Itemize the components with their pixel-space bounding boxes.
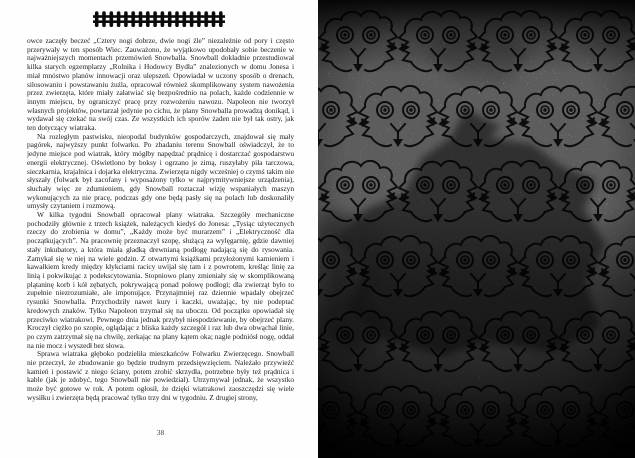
paragraph-2: Na rozległym pastwisku, nieopodal budynków gospodarczych, znajdował się mały pagórek, najwyższy punkt folwarku. Po zbadaniu terenu Snowball oświadczył, że to jedyne miejsce pod wiatrak, który mógłby napędzać prądnicę i dostarczać gospodarstwu energii elektrycznej. Oświetlono by boksy i ogrzano je zimą, ruszyłaby piła tarczowa, sieczkarnia, krajalnica i dojarka elektryczna. Zwierzęta nigdy wcześniej o czymś takim nie słyszały (folwark był zacofany i wyposażony tylko w najprymitywniejsze urządzenia), słuchały więc ze zdumieniem, gdy Snowball roztaczał wizję wspaniałych maszyn wykonujących za nie pracę, podczas gdy one będą pasły się na polach lub doskonaliły umysły czytaniem i rozmową.	[27, 131, 294, 211]
picket-fence-ornament-icon	[93, 10, 225, 27]
body-text	[27, 37, 294, 403]
paragraph-3: W kilka tygodni Snowball opracował plany wiatraka. Szczegóły mechaniczne pochodziły głównie z trzech książek, należących kiedyś do Jonesa: „Tysiąc użytecznych rzeczy do zrobienia w domu”, „Każdy może być murarzem” i „Elektryczność dla początkujących”. Na pracownię przeznaczył szopę, służącą za wylęgarnię, gdzie dawniej stały inkubatory, a która miała gładką drewnianą podłogę nadającą się do rysowania. Zamykał się w niej na wiele godzin. Z otwartymi książkami przyłożonymi kamieniem i kawałkiem kredy między kłykciami racicy uwijał się tam i z powrotem, kreśląc linię za linią i pokwikując z podekscytowania. Stopniowo plany zmieniały się w skomplikowaną plątaninę korb i kół zębatych, pokrywającą ponad połowę podłogi; dla zwierząt było to zupełnie niezrozumiałe, ale imponujące. Przynajmniej raz dziennie wpadały obejrzeć rysunki Snowballa. Przychodziły nawet kury i kaczki, uważając, by nie podeptać kredowych znaków. Tylko Napoleon trzymał się na uboczu. Od początku opowiadał się przeciwko wiatrakowi. Pewnego dnia jednak przybył niespodziewanie, by obejrzeć plany. Kroczył ciężko po szopie, oglądając z bliska każdy szczegół i raz lub dwa obwąchał linie, po czym zatrzymał się na chwilę, zerkając na plany kątem oka; nagle podniósł nogę, oddał na nie mocz i wyszedł bez słowa.	[27, 210, 294, 350]
page-number: 38	[156, 428, 165, 437]
right-page-illustration	[318, 0, 635, 458]
sheep-pattern-illustration-icon	[318, 0, 635, 458]
paragraph-4: Sprawa wiatraka głęboko podzieliła mieszkańców Folwarku Zwierzęcego. Snowball nie przeczył, że zbudowanie go będzie trudnym przedsięwzięciem. Należało przywieźć kamień i postawić z niego ściany, potem zrobić skrzydła, potrzebne były też prądnica i kable (jak je zdobyć, tego Snowball nie powiedział). Utrzymywał jednak, że wszystko może być gotowe w rok. A potem ogłosił, że dzięki wiatrakowi zaoszczędzi się wiele wysiłku i zwierzęta będą pracować tylko trzy dni w tygodniu. Z drugiej strony,	[27, 349, 294, 402]
paragraph-1: owce zaczęły beczeć „Cztery nogi dobrze, dwie nogi źle” niezależnie od pory i często przerywały w ten sposób Wiec. Zauważono, że wyjątkowo upodobały sobie beczenie w najważniejszych momentach przemówień Snowballa. Snowball dokładnie przestudiował kilka starych egzemplarzy „Rolnika i Hodowcy Bydła” znalezionych w domu Jonesa i miał mnóstwo planów innowacji oraz ulepszeń. Opowiadał w uczony sposób o drenach, silosowaniu i powstawaniu żużla, opracował również skomplikowany system nawożenia przez zwierzęta, które miały załatwiać się bezpośrednio na polach, każde codziennie w innym miejscu, by ograniczyć pracę przy rozwożeniu nawozu. Napoleon nie tworzył własnych projektów, powtarzał jedynie po cichu, że plany Snowballa prowadzą donikąd, i wydawał się czekać na swój czas. Ze wszystkich ich sporów żaden nie był tak ostry, jak ten dotyczący wiatraka.	[27, 36, 294, 133]
